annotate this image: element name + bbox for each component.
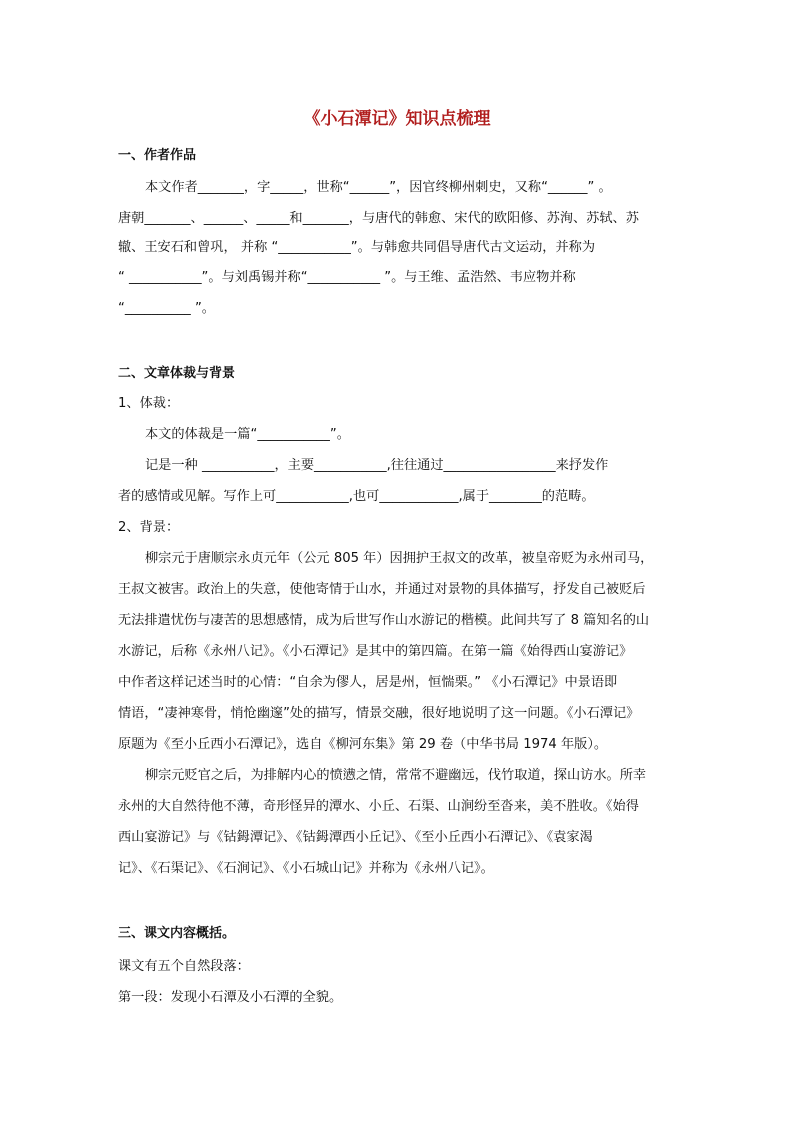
document-title: 《小石潭记》知识点梳理 <box>303 109 491 129</box>
background-line: 中作者这样记述当时的心情：“自余为僇人，居是州，恒惴栗。” 《小石潭记》中景语即 <box>118 675 618 690</box>
background-line: 水游记，后称《永州八记》。《小石潭记》是其中的第四篇。在第一篇《始得西山宴游记》 <box>118 644 633 659</box>
section1-line: 辙、王安石和曾巩， 并称 “___________”。与韩愈共同倡导唐代古文运动，并称为 <box>118 240 596 255</box>
genre-line: 者的感情或见解。写作上可___________,也可____________,属于________的范畴。 <box>118 489 595 504</box>
subsection-label-genre: 1、体裁： <box>118 396 180 411</box>
genre-line: 本文的体裁是一篇“___________”。 <box>145 427 350 442</box>
background-line: 原题为《至小丘西小石潭记》，选自《柳河东集》第 29 卷（中华书局 1974 年版）。 <box>118 737 608 752</box>
subsection-label-background: 2、背景： <box>118 520 180 535</box>
section2-heading: 二、文章体裁与背景 <box>118 366 236 381</box>
section1-line: “__________ ”。 <box>118 301 215 316</box>
background-line: 柳宗元于唐顺宗永贞元年（公元 805 年）因拥护王叔文的改革，被皇帝贬为永州司马， <box>145 551 654 566</box>
background-line: 西山宴游记》与《钴鉧潭记》、《钴鉧潭西小丘记》、《至小丘西小石潭记》、《袁家渴 <box>118 830 593 845</box>
section1-line: 唐朝_______、______、_____和_______，与唐代的韩愈、宋代的欧阳修、苏洵、苏轼、苏 <box>118 211 639 226</box>
section3-line: 第一段：发现小石潭及小石潭的全貌。 <box>118 990 343 1005</box>
section1-line: “ ___________”。与刘禹锡并称“___________ ”。与王维、孟浩然、韦应物并称 <box>118 270 576 285</box>
genre-line: 记是一种 ___________，主要___________,往往通过_________________来抒发作 <box>145 458 609 473</box>
section3-line: 课文有五个自然段落： <box>118 959 250 974</box>
background-line: 无法排遣忧伤与凄苦的思想感情，成为后世写作山水游记的楷模。此间共写了 8 篇知名的山 <box>118 613 650 628</box>
section1-line: 本文作者_______，字_____，世称“______”，因官终柳州刺史，又称“______” 。 <box>145 180 612 195</box>
background-line: 永州的大自然待他不薄，奇形怪异的潭水、小丘、石渠、山涧纷至沓来，美不胜收。《始得 <box>118 799 639 814</box>
background-line: 王叔文被害。政治上的失意，使他寄情于山水，并通过对景物的具体描写，抒发自己被贬后 <box>118 582 646 597</box>
section1-heading: 一、作者作品 <box>118 148 197 163</box>
background-line: 柳宗元贬官之后，为排解内心的愤懑之情，常常不避幽远，伐竹取道，探山访水。所幸 <box>145 768 647 783</box>
section3-heading: 三、课文内容概括。 <box>118 926 236 941</box>
background-line: 情语，“凄神寒骨，悄怆幽邃”处的描写，情景交融，很好地说明了这一问题。《小石潭记》 <box>118 706 640 721</box>
background-line: 记》、《石渠记》、《石涧记》、《小石城山记》并称为《永州八记》。 <box>118 861 494 876</box>
